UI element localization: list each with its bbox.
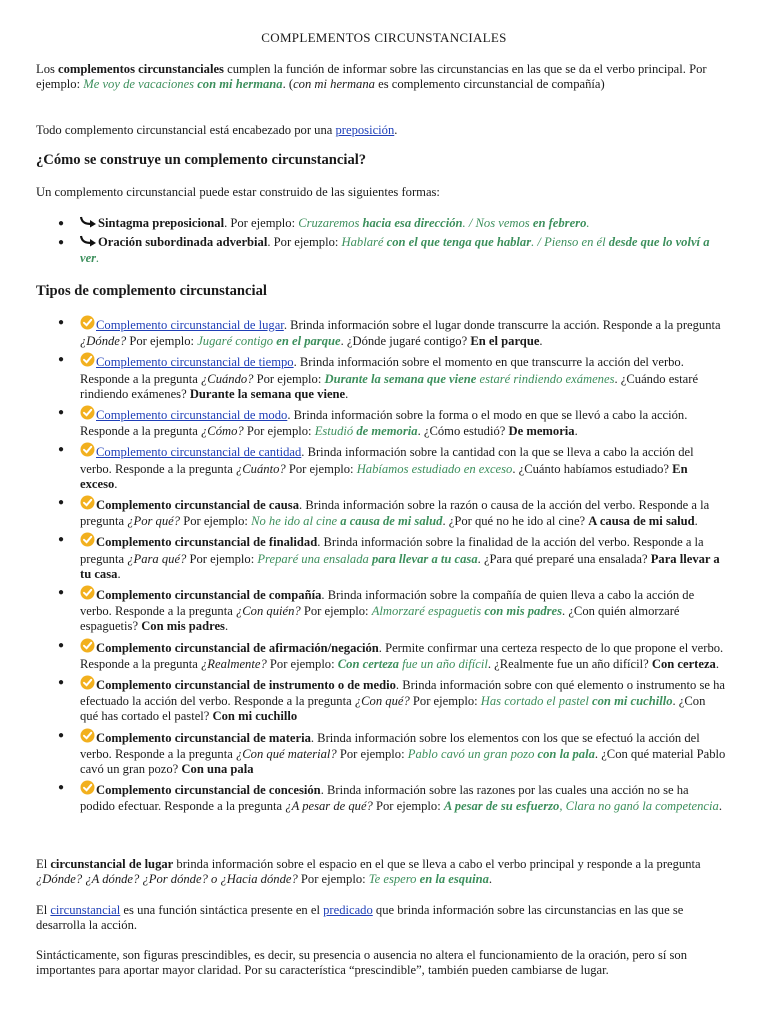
preposition-paragraph [36, 123, 726, 138]
paragraph-text: El [36, 857, 51, 871]
paragraph-text: que brinda información sobre las circunstancias en las que se desarrolla la acción. [36, 903, 684, 933]
item-text: . Brinda información sobre las razones por las cuales una acción no se ha podido efectuar. Responde a la pregunta [80, 783, 689, 814]
list-item [58, 235, 726, 266]
paragraph-text: El [36, 903, 51, 917]
formas-list [58, 216, 726, 270]
example-bold: a causa de mi salud [340, 514, 443, 529]
list-item [58, 638, 726, 672]
intro-text: cumplen la función de informar sobre las circunstancias en las que se da el verbo principal. Por ejemplo: [36, 62, 707, 92]
tipo-link[interactable]: Complemento circunstancial de tiempo [96, 355, 294, 370]
list-item [58, 315, 726, 349]
question-italic: ¿Cuánto? [235, 461, 286, 476]
item-text: . ¿Cuánto habíamos estudiado? [512, 461, 673, 476]
bullet-dot: ● [58, 677, 65, 689]
answer-bold: A causa de mi salud [588, 514, 695, 529]
example-text: Habíamos estudiado [356, 461, 464, 476]
item-text: . Brinda información sobre la razón o causa de la acción del verbo. Responde a la pregunta [80, 498, 710, 529]
formas-intro: Un complemento circunstancial puede estar construido de las siguientes formas: [36, 185, 440, 199]
example-text: Almorzaré espaguetis [371, 604, 485, 619]
example-bold: Durante la semana que viene [324, 371, 477, 386]
item-text: . ¿Cuándo estaré rindiendo exámenes? [80, 371, 699, 401]
item-text: . [539, 334, 543, 349]
item-text: . Brinda información sobre el momento en que transcurre la acción del verbo. Responde a la pregunta [80, 355, 684, 386]
answer-bold: De memoria [508, 424, 575, 439]
check-circle-icon [80, 675, 95, 694]
answer-bold: En el parque [470, 334, 540, 349]
example-text: Has cortado el pastel [480, 694, 593, 709]
item-text: . Brinda información sobre la finalidad de la acción del verbo. Responde a la pregunta [80, 535, 704, 566]
tipo-label: Complemento circunstancial de instrumento o de medio [96, 678, 396, 693]
answer-bold: Durante la semana que viene [189, 386, 346, 401]
question-italic: ¿Dónde? ¿A dónde? ¿Por dónde? o ¿Hacia dónde? [36, 872, 298, 887]
example-bold: A pesar de su esfuerzo [443, 799, 560, 814]
example-text: Cruzaremos [298, 216, 363, 230]
item-text: Por ejemplo: [266, 656, 338, 671]
bullet-dot: ● [58, 237, 65, 249]
check-circle-icon [80, 405, 95, 424]
paragraph-text: Por ejemplo: [297, 872, 369, 887]
question-italic: ¿Con quién? [235, 604, 301, 619]
check-circle-icon [80, 585, 95, 604]
question-italic: ¿Realmente? [201, 656, 267, 671]
bullet-dot: ● [58, 218, 65, 229]
item-text: . ¿Con qué material Pablo cavó un gran pozo? [80, 746, 726, 777]
example-text: No he ido al cine [251, 514, 341, 529]
item-text: Por ejemplo: [372, 799, 444, 814]
item-text: . [694, 514, 698, 529]
intro-example: Me voy de vacaciones [83, 77, 195, 92]
example-bold: en el parque [276, 334, 341, 349]
question-italic: ¿Cómo? [201, 424, 244, 439]
example-text: Preparé una ensalada [257, 551, 372, 566]
list-item [58, 352, 726, 402]
intro-paragraph [36, 62, 726, 92]
item-text: Por ejemplo: [243, 424, 315, 439]
example-text: Te espero [368, 872, 420, 887]
item-text: . Brinda información sobre con qué elemento o instrumento se ha efectuado la acción del verbo. Responde a la pregunta [80, 678, 726, 709]
example-bold: con mis padres [484, 604, 563, 619]
question-italic: ¿Para qué? [127, 551, 187, 566]
item-text: . [114, 476, 118, 491]
bullet-dot: ● [58, 639, 65, 651]
bullet-dot: ● [58, 444, 65, 456]
question-italic: ¿Con qué? [354, 694, 410, 709]
item-text: . ¿Para qué preparé una ensalada? [477, 551, 651, 566]
example-text: Pablo cavó un gran pozo [407, 746, 538, 761]
forma-label: Sintagma preposicional [98, 216, 225, 230]
bullet-dot: ● [58, 317, 65, 328]
item-text: . [345, 386, 349, 401]
list-item [58, 442, 726, 492]
tipo-label: Complemento circunstancial de causa [96, 498, 300, 513]
preposicion-link[interactable]: preposición [335, 123, 395, 137]
tipo-label: Complemento circunstancial de afirmación/negación [96, 640, 379, 655]
check-circle-icon [80, 532, 95, 551]
heading-tipos: Tipos de complemento circunstancial [36, 283, 267, 299]
example-text: . / Nos vemos [462, 216, 533, 230]
paragraph-text: brinda información sobre el espacio en el que se lleva a cabo el verbo principal y responde a la pregunta [173, 857, 701, 871]
answer-bold: Para llevar a tu casa [80, 551, 720, 581]
item-text: Por ejemplo: [409, 694, 481, 709]
tipo-link[interactable]: Complemento circunstancial de lugar [96, 318, 284, 332]
funcion-sintactica-paragraph [36, 903, 726, 933]
prescindibles-paragraph: Sintácticamente, son figuras prescindibles, es decir, su presencia o ausencia no altera el funcionamiento de la oración, pero sí son importantes para aportar mayor claridad. Por su característica “prescindible”, también pueden cambiarse de lugar. [36, 948, 687, 978]
item-text: . [718, 799, 722, 814]
bullet-dot: ● [58, 587, 65, 599]
example-bold: en la esquina [419, 872, 489, 887]
answer-bold: Con mi cuchillo [212, 709, 298, 724]
paragraph-text: . [488, 872, 493, 887]
item-text: Por ejemplo: [126, 334, 198, 349]
item-text: . Por ejemplo: [224, 216, 299, 230]
answer-bold: Con una pala [181, 762, 254, 777]
check-circle-icon [80, 638, 95, 657]
question-italic: ¿Dónde? [80, 334, 127, 349]
example-bold: con la pala [537, 746, 595, 761]
intro-italic: con mi hermana [293, 77, 375, 92]
circunstancial-link[interactable]: circunstancial [50, 903, 121, 917]
example-text: fue un año difícil [398, 656, 488, 671]
example-bold: hacia esa dirección [362, 216, 463, 230]
question-italic: ¿A pesar de qué? [285, 799, 373, 814]
example-text: . [96, 251, 100, 266]
list-item [58, 405, 726, 439]
item-text: . Brinda información sobre el lugar donde transcurre la acción. Responde a la pregunta [283, 318, 721, 332]
example-text: . / Pienso en él [531, 235, 609, 250]
item-text: . ¿Con qué has cortado el pastel? [80, 694, 706, 724]
item-text: . Brinda información sobre la forma o el modo en que se llevó a cabo la acción. Responde a la pregunta [80, 408, 688, 439]
list-item [58, 532, 726, 582]
item-text: Por ejemplo: [253, 371, 325, 386]
item-text: . ¿Cómo estudió? [417, 424, 509, 439]
tipo-label: Complemento circunstancial de compañía [96, 588, 322, 603]
item-text: Por ejemplo: [186, 551, 258, 566]
answer-bold: Con certeza [651, 656, 716, 671]
bullet-dot: ● [58, 782, 65, 794]
heading-como-se-construye: ¿Cómo se construye un complemento circunstancial? [36, 152, 367, 168]
example-bold: Con certeza [337, 656, 399, 671]
paragraph-text: Todo complemento circunstancial está encabezado por una [36, 123, 336, 137]
tipo-label: Complemento circunstancial de materia [96, 730, 311, 745]
arrow-right-icon [80, 235, 97, 251]
item-text: . ¿Dónde jugaré contigo? [340, 334, 471, 349]
paragraph-text: es una función sintáctica presente en el [120, 903, 324, 917]
question-italic: ¿Con qué material? [235, 746, 337, 761]
tipo-link[interactable]: Complemento circunstancial de modo [96, 408, 288, 423]
item-text: Por ejemplo: [180, 514, 252, 529]
question-italic: ¿Cuándo? [201, 371, 254, 386]
intro-text: es complemento circunstancial de compañía) [374, 77, 605, 92]
list-item [58, 780, 726, 814]
item-text: Por ejemplo: [336, 746, 408, 761]
example-text: Estudió [314, 424, 357, 439]
predicado-link[interactable]: predicado [323, 903, 373, 917]
tipo-label: Complemento circunstancial de finalidad [96, 535, 318, 550]
tipo-link[interactable]: Complemento circunstancial de cantidad [96, 445, 302, 460]
check-circle-icon [80, 442, 95, 461]
check-circle-icon [80, 495, 95, 514]
example-text: Jugaré contigo [197, 334, 277, 349]
example-text: . [586, 216, 590, 230]
tipo-label: Complemento circunstancial de concesión [96, 783, 321, 798]
item-text: . [224, 619, 229, 634]
example-bold: con el que tenga que hablar [386, 235, 532, 250]
tipos-list [58, 315, 726, 818]
bold-term: circunstancial de lugar [50, 857, 174, 871]
check-circle-icon [80, 780, 95, 799]
circunstancial-lugar-paragraph [36, 857, 726, 887]
arrow-right-icon [80, 216, 97, 232]
item-text: . [715, 656, 719, 671]
intro-text: Los [36, 62, 59, 76]
item-text: Por ejemplo: [285, 461, 357, 476]
list-item [58, 585, 726, 635]
answer-bold: En exceso [80, 461, 688, 491]
check-circle-icon [80, 352, 95, 371]
list-item [58, 495, 726, 529]
question-italic: ¿Por qué? [127, 514, 181, 529]
item-text: Por ejemplo: [300, 604, 372, 619]
forma-label: Oración subordinada adverbial [98, 235, 268, 250]
example-text: estaré rindiendo exámenes [476, 371, 615, 386]
example-bold: de memoria [356, 424, 418, 439]
item-text: . Brinda información sobre la cantidad con la que se lleva a cabo la acción del verbo. Responde a la pregunta [80, 445, 694, 476]
example-text: en exceso [463, 461, 513, 476]
example-text: Hablaré [341, 235, 387, 250]
example-bold: con mi cuchillo [592, 694, 673, 709]
check-circle-icon [80, 728, 95, 747]
check-circle-icon [80, 315, 95, 334]
bullet-dot: ● [58, 534, 65, 546]
example-bold: para llevar a tu casa [371, 551, 478, 566]
intro-example-bold: con mi hermana [197, 77, 283, 92]
document-title: COMPLEMENTOS CIRCUNSTANCIALES [261, 30, 507, 45]
intro-text: . ( [282, 77, 294, 92]
item-text: . ¿Por qué no he ido al cine? [442, 514, 589, 529]
item-text: . Brinda información sobre la compañía de quien lleva a cabo la acción de verbo. Responde a la pregunta [80, 588, 695, 619]
item-text: . Brinda información sobre los elementos con los que se efectuó la acción del verbo. Responde a la pregunta [80, 730, 700, 761]
example-text: , Clara no ganó la competencia [559, 799, 719, 814]
bullet-dot: ● [58, 497, 65, 509]
item-text: . ¿Realmente fue un año difícil? [487, 656, 652, 671]
intro-bold-term: complementos circunstanciales [58, 62, 224, 76]
bullet-dot: ● [58, 354, 65, 366]
item-text: . [574, 424, 578, 439]
paragraph-text: . [394, 123, 398, 137]
answer-bold: Con mis padres [141, 619, 225, 634]
item-text: . [117, 566, 121, 581]
bullet-dot: ● [58, 407, 65, 419]
item-text: . Por ejemplo: [267, 235, 342, 250]
list-item [58, 675, 726, 725]
example-bold: en febrero [532, 216, 587, 230]
list-item [58, 216, 726, 232]
item-text: . Permite confirmar una certeza respecto de lo que propone el verbo. Responde a la pregunta [80, 640, 724, 671]
item-text: . ¿Con quién almorzaré espaguetis? [80, 604, 680, 634]
list-item [58, 728, 726, 778]
bullet-dot: ● [58, 729, 65, 741]
example-bold: desde que lo volví a ver [80, 235, 710, 266]
